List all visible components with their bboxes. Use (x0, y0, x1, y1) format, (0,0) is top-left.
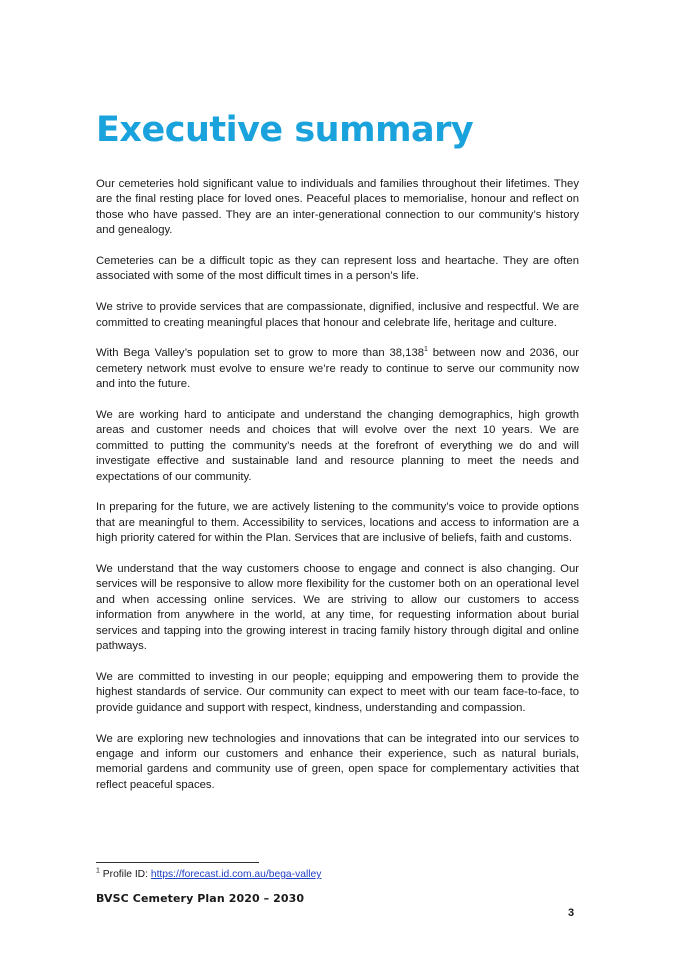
page-title: Executive summary (96, 110, 474, 150)
footnote-divider (96, 862, 259, 863)
footnote-reference[interactable]: 1 (424, 346, 428, 354)
paragraph-engagement-changing: We understand that the way customers choose to engage and connect is also changing. Our services will be responsive to allow more flexibility for the customer both on an operational level and when accessing online services. We are striving to allow our customers to access information from anywhere in the world, at any time, for requesting information about burial services and tapping into the growing interest in tracing family history through digital and online pathways. (96, 563, 579, 653)
footnote-link[interactable]: https://forecast.id.com.au/bega-valley (150, 869, 322, 880)
paragraph-demographics: We are working hard to anticipate and understand the changing demographics, high growth areas and customer needs and choices that will evolve over the next 10 years. We are committed to putting the community’s needs at the forefront of everything we do and will investigate effective and sustainable land and resource planning to meet the needs and expectations of our community. (96, 409, 579, 483)
footer-document-title: BVSC Cemetery Plan 2020 – 2030 (96, 892, 305, 905)
population-text-end: between now and 2036, our cemetery network must evolve to ensure we’re ready to continue to serve our community now and into the future. (96, 347, 579, 391)
paragraph-services-strive: We strive to provide services that are compassionate, dignified, inclusive and respectful. We are committed to creating meaningful places that honour and celebrate life, heritage and culture. (96, 301, 579, 329)
paragraph-community-voice: In preparing for the future, we are actively listening to the community’s voice to provide options that are meaningful to them. Accessibility to services, locations and access to information are a high priority catered for within the Plan. Services that are inclusive of beliefs, faith and customs. (96, 501, 579, 545)
footnote-label: Profile ID: (99, 869, 151, 880)
paragraph-new-technologies: We are exploring new technologies and innovations that can be integrated into our services to engage and inform our customers and enhance their experience, such as natural burials, memorial gardens and community use of green, open space for complementary activities that reflect peaceful spaces. (96, 732, 579, 791)
paragraph-investing-people: We are committed to investing in our people; equipping and empowering them to provide the highest standards of service. Our community can expect to meet with our team face-to-face, to provide guidance and support with respect, kindness, understanding and compassion. (96, 670, 579, 714)
footnote-marker: 1 (96, 867, 100, 875)
population-text-start: With Bega Valley’s population set to grow to more than 38,138 (96, 347, 425, 360)
footnote (96, 869, 321, 880)
paragraph-population-growth (96, 346, 579, 392)
body-text (96, 177, 579, 809)
paragraph-difficult-topic: Cemeteries can be a difficult topic as they can represent loss and heartache. They are often associated with some of the most difficult times in a person’s life. (96, 255, 579, 283)
page-number: 3 (568, 907, 575, 919)
paragraph-cemeteries-value: Our cemeteries hold significant value to individuals and families throughout their lifetimes. They are the final resting place for loved ones. Peaceful places to memorialise, honour and reflect on those who have passed. They are an inter-generational connection to our community’s history and genealogy. (96, 178, 579, 237)
